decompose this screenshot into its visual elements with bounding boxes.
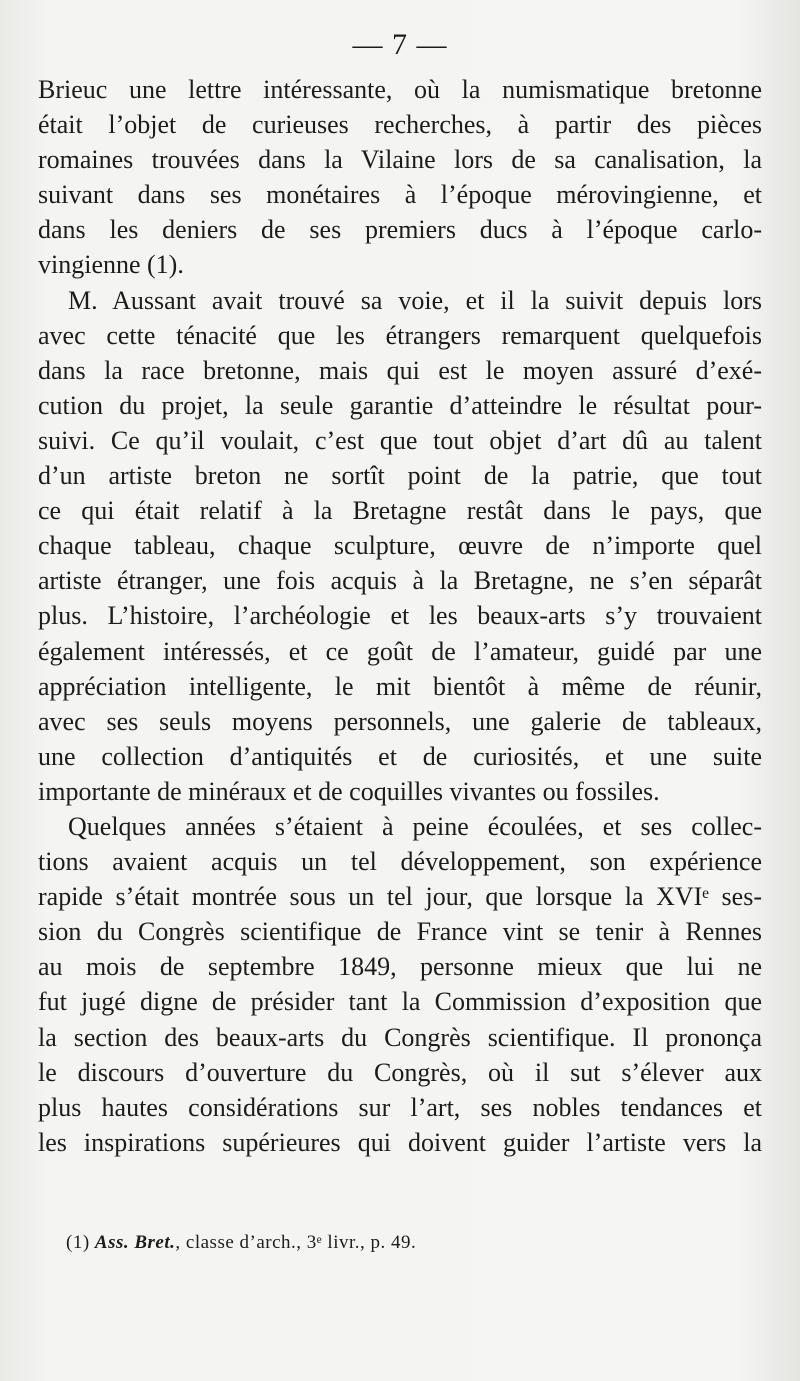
footnote-source: Ass. Bret. bbox=[94, 1232, 176, 1253]
text-line: importante de minéraux et de coquilles vivantes ou fossiles. bbox=[38, 776, 660, 806]
text-line: le discours d’ouverture du Congrès, où il sut s’élever aux bbox=[38, 1057, 762, 1087]
text-line: tions avaient acquis un tel développement, son expérience bbox=[38, 847, 762, 877]
text-line: vingienne (1). bbox=[38, 250, 184, 280]
text-line: au mois de septembre 1849, personne mieux que lui ne bbox=[38, 952, 762, 982]
text-line: suivi. Ce qu’il voulait, c’est que tout objet d’art dû au talent bbox=[38, 425, 762, 455]
page-number: — 7 — bbox=[352, 28, 448, 61]
text-line: dans les deniers de ses premiers ducs à l’époque carlo- bbox=[38, 215, 762, 245]
text-line: chaque tableau, chaque sculpture, œuvre de n’importe quel bbox=[38, 531, 762, 561]
text-line: fut jugé digne de présider tant la Commission d’exposition que bbox=[38, 987, 762, 1017]
text-line: M. Aussant avait trouvé sa voie, et il la suivit depuis lors bbox=[68, 285, 762, 315]
text-line: Quelques années s’étaient à peine écoulées, et ses collec- bbox=[68, 811, 762, 841]
text-line: ce qui était relatif à la Bretagne restât dans le pays, que bbox=[38, 496, 762, 526]
text-line: cution du projet, la seule garantie d’atteindre le résultat pour- bbox=[38, 390, 762, 420]
text-line: les inspirations supérieures qui doivent guider l’artiste vers la bbox=[38, 1127, 762, 1157]
text-line: Brieuc une lettre intéressante, où la numismatique bretonne bbox=[38, 75, 762, 104]
text-line: une collection d’antiquités et de curiosités, et une suite bbox=[38, 741, 762, 771]
text-line: artiste étranger, une fois acquis à la Bretagne, ne s’en séparât bbox=[38, 566, 762, 596]
text-line: sion du Congrès scientifique de France vint se tenir à Rennes bbox=[38, 917, 762, 947]
text-line: romaines trouvées dans la Vilaine lors de sa canalisation, la bbox=[38, 145, 762, 175]
text-line: plus. L’histoire, l’archéologie et les beaux-arts s’y trouvaient bbox=[38, 601, 762, 631]
text-line: était l’objet de curieuses recherches, à partir des pièces bbox=[38, 110, 762, 140]
text-line: appréciation intelligente, le mit bientôt à même de réunir, bbox=[38, 671, 762, 701]
text-line: suivant dans ses monétaires à l’époque mérovingienne, et bbox=[38, 180, 762, 210]
text-line: la section des beaux-arts du Congrès scientifique. Il prononça bbox=[38, 1022, 762, 1052]
text-line: dans la race bretonne, mais qui est le moyen assuré d’exé- bbox=[38, 355, 762, 385]
body-text bbox=[38, 72, 762, 1160]
text-line: d’un artiste breton ne sortît point de la patrie, que tout bbox=[38, 461, 762, 491]
footnote bbox=[66, 1232, 416, 1254]
text-line: avec cette ténacité que les étrangers remarquent quelquefois bbox=[38, 320, 762, 350]
footnote-text: , classe d’arch., 3ᵉ livr., p. 49. bbox=[175, 1232, 417, 1253]
text-line: rapide s’était montrée sous un tel jour, que lorsque la XVIᵉ ses- bbox=[38, 882, 762, 912]
text-line: plus hautes considérations sur l’art, ses nobles tendances et bbox=[38, 1092, 762, 1122]
footnote-marker: (1) bbox=[66, 1232, 90, 1253]
text-line: avec ses seuls moyens personnels, une galerie de tableaux, bbox=[38, 706, 762, 736]
text-line: également intéressés, et ce goût de l’amateur, guidé par une bbox=[38, 636, 762, 666]
